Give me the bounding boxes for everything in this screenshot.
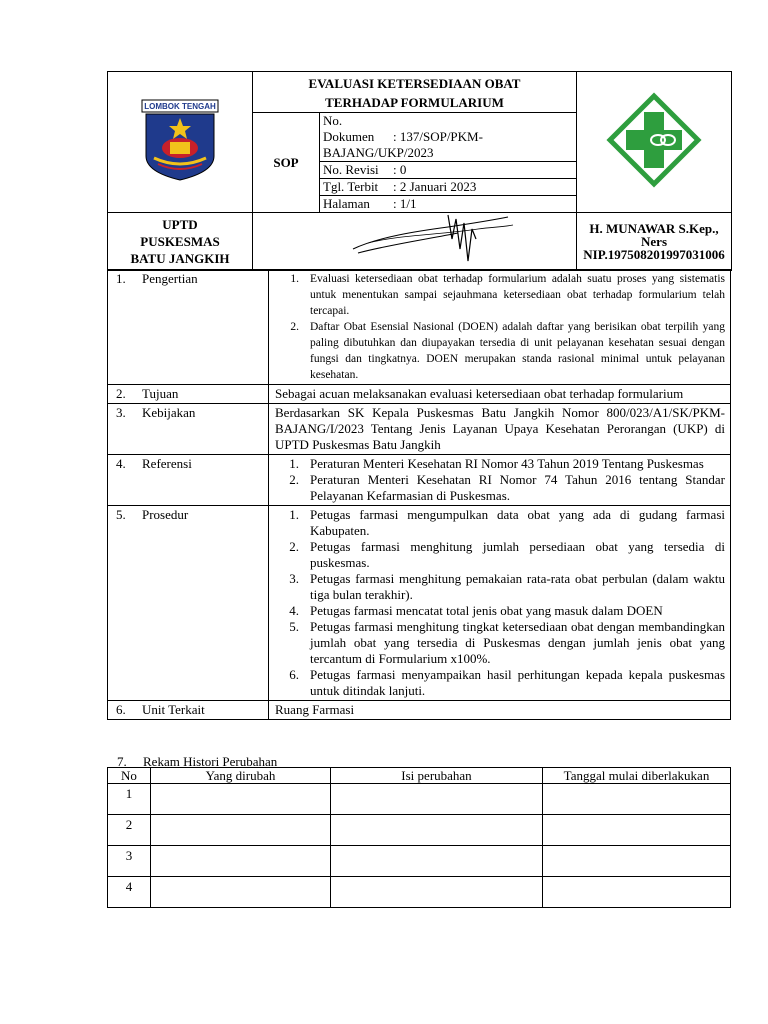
list-item: 1. Peraturan Menteri Kesehatan RI Nomor 43 Tahun 2019 Tentang Puskesmas xyxy=(289,456,704,471)
definition-list xyxy=(275,271,725,383)
procedure-list xyxy=(275,507,725,699)
column-header: No xyxy=(108,768,151,784)
section-text: Berdasarkan SK Kepala Puskesmas Batu Jangkih Nomor 800/023/A1/SK/PKM-BAJANG/I/2023 Tentang Jenis Layanan Upaya Kesehatan Perorangan (UKP) di UPTD Puskesmas Batu Jangkih xyxy=(269,404,731,455)
section-label: 5. Prosedur xyxy=(108,506,269,701)
section-unit-terkait xyxy=(108,701,731,720)
section-label: 1. Pengertian xyxy=(108,270,269,385)
list-item: 2. Petugas farmasi menghitung jumlah persediaan obat yang tersedia di puskesmas. xyxy=(289,539,725,570)
unit-name: UPTD PUSKESMAS BATU JANGKIH xyxy=(108,213,253,271)
page-row: Halaman : 1/1 xyxy=(323,196,417,211)
history-title: 7. Rekam Histori Perubahan xyxy=(117,754,278,769)
regency-emblem-cell xyxy=(108,72,253,213)
history-header-row xyxy=(108,768,731,784)
list-item: 2. Daftar Obat Esensial Nasional (DOEN) adalah daftar yang berisikan obat terpilih yang paling dibutuhkan dan diupayakan tersedia di unit pelayanan kesehatan sesuai dengan fungsi dan tingkatnya. DOEN merupakan standa rasional minimal untuk pelayanan kesehatan. xyxy=(290,321,725,381)
signature-icon xyxy=(348,209,518,269)
table-row: 3 xyxy=(108,846,731,877)
doc-number-row: No. Dokumen : 137/SOP/PKM- BAJANG/UKP/2023 xyxy=(320,113,576,162)
section-prosedur xyxy=(108,506,731,701)
sop-content-table xyxy=(107,269,731,720)
table-row: 1 xyxy=(108,784,731,815)
list-item: 6. Petugas farmasi menyampaikan hasil perhitungan kepada kepala puskesmas untuk ditindak lanjuti. xyxy=(289,667,725,698)
sop-label: SOP xyxy=(253,113,320,213)
document-title: EVALUASI KETERSEDIAAN OBAT TERHADAP FORMULARIUM xyxy=(253,72,577,113)
column-header: Tanggal mulai diberlakukan xyxy=(543,768,731,784)
section-label: 6. Unit Terkait xyxy=(108,701,269,720)
section-kebijakan xyxy=(108,404,731,455)
column-header: Isi perubahan xyxy=(331,768,543,784)
list-item: 1. Evaluasi ketersediaan obat terhadap formularium adalah suatu proses yang sistematis untuk menentukan sampai sejauhmana ketersediaan obat terhadap formularium telah tercapai. xyxy=(290,273,725,317)
list-item: 3. Petugas farmasi menghitung pemakaian rata-rata obat perbulan (dalam waktu tiga bulan terakhir). xyxy=(289,571,725,602)
lombok-tengah-emblem-icon xyxy=(140,98,220,182)
column-header: Yang dirubah xyxy=(151,768,331,784)
signer-block: H. MUNAWAR S.Kep., Ners NIP.197508201997031006 xyxy=(577,213,732,271)
signature-cell xyxy=(253,213,577,271)
section-label: 3. Kebijakan xyxy=(108,404,269,455)
section-label: 4. Referensi xyxy=(108,455,269,506)
section-text: Ruang Farmasi xyxy=(269,701,731,720)
list-item: 4. Petugas farmasi mencatat total jenis obat yang masuk dalam DOEN xyxy=(289,603,663,618)
sop-header-table xyxy=(107,71,732,271)
table-row: 2 xyxy=(108,815,731,846)
list-item: 2. Peraturan Menteri Kesehatan RI Nomor 74 Tahun 2016 tentang Standar Pelayanan Kefarmasian di Puskesmas. xyxy=(289,472,725,503)
table-row: 4 xyxy=(108,877,731,908)
revision-row: No. Revisi : 0 xyxy=(320,162,576,179)
regency-label: LOMBOK TENGAH xyxy=(144,102,216,111)
reference-list xyxy=(275,456,725,504)
section-text: Sebagai acuan melaksanakan evaluasi ketersediaan obat terhadap formularium xyxy=(269,385,731,404)
puskesmas-logo-cell xyxy=(577,72,732,213)
section-tujuan xyxy=(108,385,731,404)
section-referensi xyxy=(108,455,731,506)
document-meta-table xyxy=(320,113,576,212)
section-pengertian xyxy=(108,270,731,385)
list-item: 5. Petugas farmasi menghitung tingkat ketersediaan obat dengan membandingkan jumlah obat yang tersedia di Puskesmas dengan jumlah jenis obat yang tercantum di Formularium x100%. xyxy=(289,619,725,666)
history-table xyxy=(107,767,731,908)
section-label: 2. Tujuan xyxy=(108,385,269,404)
document-meta-cell xyxy=(320,113,577,213)
list-item: 1. Petugas farmasi mengumpulkan data obat yang ada di gudang farmasi Kabupaten. xyxy=(289,507,725,538)
issued-date-row: Tgl. Terbit : 2 Januari 2023 xyxy=(320,179,576,196)
puskesmas-logo-icon xyxy=(606,92,702,188)
